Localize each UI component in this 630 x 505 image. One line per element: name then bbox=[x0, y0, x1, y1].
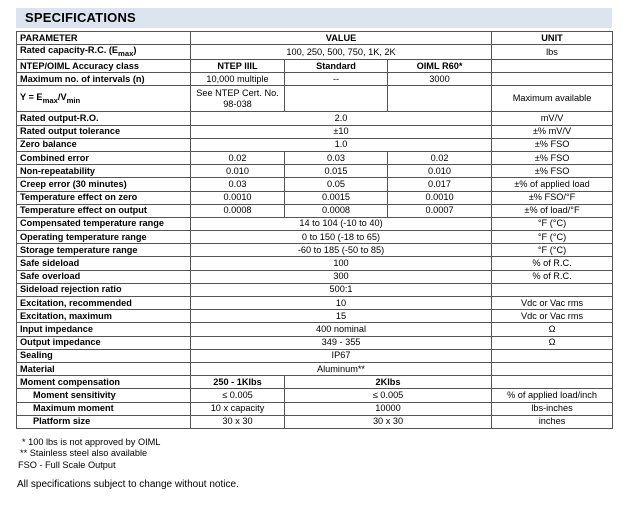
row-value-1: 10,000 multiple bbox=[191, 73, 285, 86]
table-row bbox=[17, 297, 613, 310]
row-unit: % of R.C. bbox=[492, 270, 613, 283]
row-label: $Y = E_{max}/V_{min}$ bbox=[17, 86, 191, 112]
table-row bbox=[17, 244, 613, 257]
table-row bbox=[17, 191, 613, 204]
row-unit: Ω bbox=[492, 336, 613, 349]
specifications-table bbox=[16, 31, 613, 429]
table-row bbox=[17, 283, 613, 296]
row-unit: Vdc or Vac rms bbox=[492, 310, 613, 323]
row-unit: °F (°C) bbox=[492, 231, 613, 244]
row-value-2: 0.0015 bbox=[285, 191, 388, 204]
table-row bbox=[17, 125, 613, 138]
row-value-2: -- bbox=[285, 73, 388, 86]
row-value-1: 0.010 bbox=[191, 165, 285, 178]
table-row bbox=[17, 389, 613, 402]
row-unit bbox=[492, 362, 613, 375]
row-unit: Ω bbox=[492, 323, 613, 336]
row-value-3: 0.02 bbox=[388, 151, 492, 164]
table-row bbox=[17, 310, 613, 323]
row-unit: inches bbox=[492, 415, 613, 428]
row-value-2: 30 x 30 bbox=[285, 415, 492, 428]
row-value: 300 bbox=[191, 270, 492, 283]
footnote-oiml: * 100 lbs is not approved by OIML bbox=[22, 437, 161, 447]
row-value-3: 0.010 bbox=[388, 165, 492, 178]
row-value-2: 10000 bbox=[285, 402, 492, 415]
row-value-2: 0.05 bbox=[285, 178, 388, 191]
row-label: Excitation, recommended bbox=[17, 297, 191, 310]
row-unit: ±% mV/V bbox=[492, 125, 613, 138]
row-label: Platform size bbox=[17, 415, 191, 428]
row-unit: mV/V bbox=[492, 112, 613, 125]
row-unit: lbs bbox=[492, 45, 613, 60]
row-label: Operating temperature range bbox=[17, 231, 191, 244]
table-row bbox=[17, 257, 613, 270]
table-header-row bbox=[17, 32, 613, 45]
row-value-3: OIML R60* bbox=[388, 60, 492, 73]
row-value-1: 0.0008 bbox=[191, 204, 285, 217]
row-value: 0 to 150 (-18 to 65) bbox=[191, 231, 492, 244]
row-label: Creep error (30 minutes) bbox=[17, 178, 191, 191]
title-bar bbox=[16, 8, 612, 28]
row-value: 10 bbox=[191, 297, 492, 310]
row-label: Zero balance bbox=[17, 138, 191, 151]
row-value-2: Standard bbox=[285, 60, 388, 73]
row-unit: ±% FSO bbox=[492, 165, 613, 178]
page-title: SPECIFICATIONS bbox=[25, 10, 136, 25]
row-value-3: 0.017 bbox=[388, 178, 492, 191]
row-value-2: 0.03 bbox=[285, 151, 388, 164]
row-label: Moment sensitivity bbox=[17, 389, 191, 402]
row-value: 2.0 bbox=[191, 112, 492, 125]
row-value: 349 - 355 bbox=[191, 336, 492, 349]
row-unit: ±% FSO/°F bbox=[492, 191, 613, 204]
row-unit: % of R.C. bbox=[492, 257, 613, 270]
row-label: Non-repeatability bbox=[17, 165, 191, 178]
table-row bbox=[17, 376, 613, 389]
row-value-2: 2Klbs bbox=[285, 376, 492, 389]
row-label: Sideload rejection ratio bbox=[17, 283, 191, 296]
row-value-1: NTEP IIIL bbox=[191, 60, 285, 73]
row-label: Maximum no. of intervals (n) bbox=[17, 73, 191, 86]
row-value-1: 10 x capacity bbox=[191, 402, 285, 415]
table-row bbox=[17, 60, 613, 73]
row-label: Temperature effect on zero bbox=[17, 191, 191, 204]
row-label: Maximum moment bbox=[17, 402, 191, 415]
row-label: Rated output-R.O. bbox=[17, 112, 191, 125]
row-value-1: 0.02 bbox=[191, 151, 285, 164]
row-unit bbox=[492, 73, 613, 86]
row-label: Rated capacity-R.C. $(E_{max})$ bbox=[17, 45, 191, 60]
row-value: 100, 250, 500, 750, 1K, 2K bbox=[191, 45, 492, 60]
row-value-1: 30 x 30 bbox=[191, 415, 285, 428]
row-value-2: 0.0008 bbox=[285, 204, 388, 217]
row-unit: Vdc or Vac rms bbox=[492, 297, 613, 310]
row-value: Aluminum** bbox=[191, 362, 492, 375]
row-value: 15 bbox=[191, 310, 492, 323]
header-value: VALUE bbox=[191, 32, 492, 45]
row-value: IP67 bbox=[191, 349, 492, 362]
table-row bbox=[17, 204, 613, 217]
row-value: 100 bbox=[191, 257, 492, 270]
table-row bbox=[17, 165, 613, 178]
row-value: 400 nominal bbox=[191, 323, 492, 336]
row-label: Output impedance bbox=[17, 336, 191, 349]
row-label: Sealing bbox=[17, 349, 191, 362]
row-unit: ±% FSO bbox=[492, 138, 613, 151]
row-label: Rated output tolerance bbox=[17, 125, 191, 138]
row-label: Excitation, maximum bbox=[17, 310, 191, 323]
row-value-1: 0.0010 bbox=[191, 191, 285, 204]
row-unit: °F (°C) bbox=[492, 244, 613, 257]
row-label: Compensated temperature range bbox=[17, 217, 191, 230]
table-row bbox=[17, 151, 613, 164]
row-unit: °F (°C) bbox=[492, 217, 613, 230]
row-value-2: ≤ 0.005 bbox=[285, 389, 492, 402]
row-value-3: 0.0010 bbox=[388, 191, 492, 204]
table-row bbox=[17, 217, 613, 230]
row-label: Storage temperature range bbox=[17, 244, 191, 257]
row-label: Safe overload bbox=[17, 270, 191, 283]
row-unit: Maximum available bbox=[492, 86, 613, 112]
table-row bbox=[17, 270, 613, 283]
header-unit: UNIT bbox=[492, 32, 613, 45]
row-value-2: 0.015 bbox=[285, 165, 388, 178]
row-label: NTEP/OIML Accuracy class bbox=[17, 60, 191, 73]
row-unit bbox=[492, 283, 613, 296]
table-row bbox=[17, 349, 613, 362]
row-value-1: ≤ 0.005 bbox=[191, 389, 285, 402]
row-label: Input impedance bbox=[17, 323, 191, 336]
row-value-1: 250 - 1Klbs bbox=[191, 376, 285, 389]
row-value: ±10 bbox=[191, 125, 492, 138]
row-unit: ±% of applied load bbox=[492, 178, 613, 191]
row-unit: lbs-inches bbox=[492, 402, 613, 415]
table-row bbox=[17, 178, 613, 191]
row-value-1: See NTEP Cert. No. 98-038 bbox=[191, 86, 285, 112]
footnote-fso: FSO - Full Scale Output bbox=[18, 459, 116, 470]
row-value-2 bbox=[285, 86, 388, 112]
row-unit: ±% of load/°F bbox=[492, 204, 613, 217]
table-row bbox=[17, 45, 613, 60]
row-value: 1.0 bbox=[191, 138, 492, 151]
row-label: Safe sideload bbox=[17, 257, 191, 270]
table-row bbox=[17, 362, 613, 375]
row-label: Moment compensation bbox=[17, 376, 191, 389]
row-value-1: 0.03 bbox=[191, 178, 285, 191]
row-value: -60 to 185 (-50 to 85) bbox=[191, 244, 492, 257]
row-value: 500:1 bbox=[191, 283, 492, 296]
row-unit bbox=[492, 349, 613, 362]
row-value-3: 3000 bbox=[388, 73, 492, 86]
row-label: Combined error bbox=[17, 151, 191, 164]
row-unit: ±% FSO bbox=[492, 151, 613, 164]
table-row bbox=[17, 73, 613, 86]
table-row bbox=[17, 112, 613, 125]
row-value-3 bbox=[388, 86, 492, 112]
table-row bbox=[17, 231, 613, 244]
table-row bbox=[17, 402, 613, 415]
footnotes bbox=[20, 437, 160, 471]
footnote-stainless: ** Stainless steel also available bbox=[20, 448, 148, 459]
row-label: Material bbox=[17, 362, 191, 375]
table-row bbox=[17, 415, 613, 428]
table-row bbox=[17, 336, 613, 349]
disclaimer: All specifications subject to change without notice. bbox=[17, 479, 239, 490]
row-value: 14 to 104 (-10 to 40) bbox=[191, 217, 492, 230]
row-unit bbox=[492, 376, 613, 389]
table-row bbox=[17, 138, 613, 151]
row-value-3: 0.0007 bbox=[388, 204, 492, 217]
row-label: Temperature effect on output bbox=[17, 204, 191, 217]
table-row bbox=[17, 323, 613, 336]
row-unit bbox=[492, 60, 613, 73]
table-row bbox=[17, 86, 613, 112]
header-parameter: PARAMETER bbox=[17, 32, 191, 45]
row-unit: % of applied load/inch bbox=[492, 389, 613, 402]
